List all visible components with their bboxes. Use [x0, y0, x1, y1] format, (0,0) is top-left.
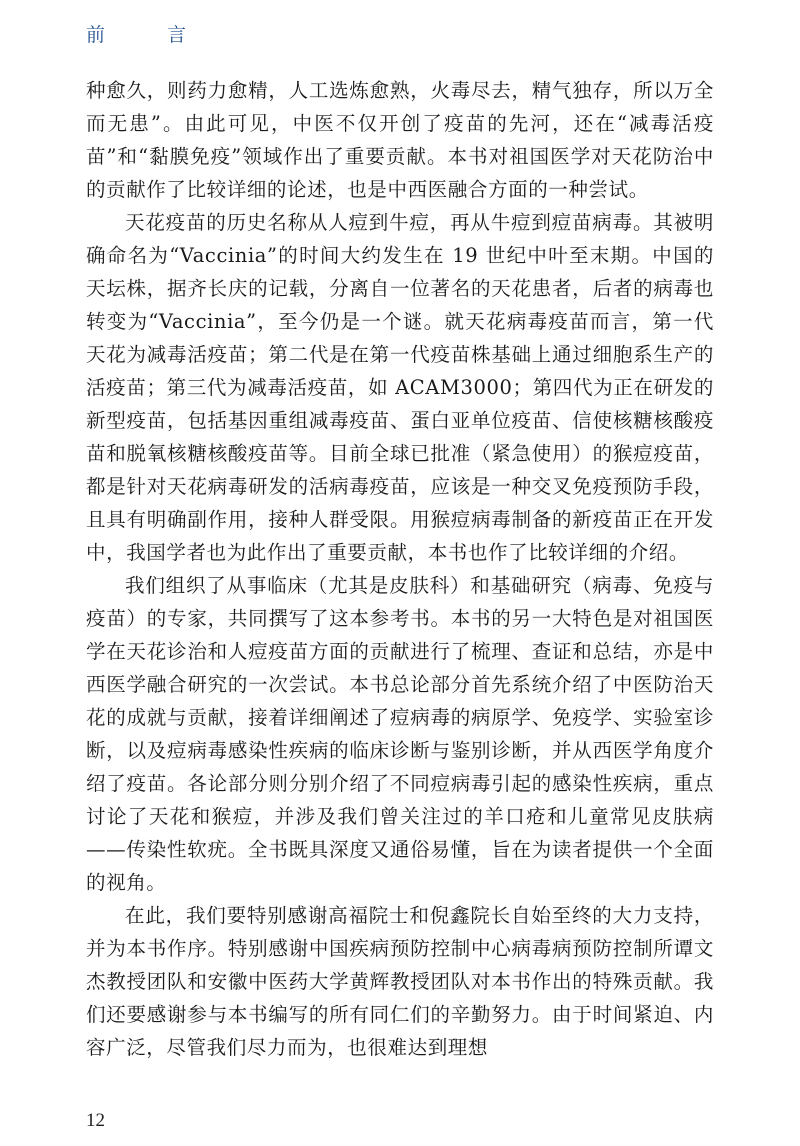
paragraph-continued: 种愈久，则药力愈精，人工选炼愈熟，火毒尽去，精气独存，所以万全而无患”。由此可见，中医不仅开创了疫苗的先河，还在“减毒活疫苗”和“黏膜免疫”领域作出了重要贡献。本书对祖国医学对天花防治中的贡献作了比较详细的论述，也是中西医融合方面的一种尝试。 [86, 79, 714, 201]
paragraph-acknowledgements: 在此，我们要特别感谢高福院士和倪鑫院长自始至终的大力支持，并为本书作序。特别感谢中国疾病预防控制中心病毒病预防控制所谭文杰教授团队和安徽中医药大学黄辉教授团队对本书作出的特殊贡献。我们还要感谢参与本书编写的所有同仁们的辛勤努力。由于时间紧迫、内容广泛，尽管我们尽力而为，也很难达到理想 [86, 904, 714, 1059]
paragraph-vaccine-history: 天花疫苗的历史名称从人痘到牛痘，再从牛痘到痘苗病毒。其被明确命名为“Vaccinia”的时间大约发生在 19 世纪中叶至末期。中国的天坛株，据齐长庆的记载，分离自一位著名的天花患者，后者的病毒也转变为“Vaccinia”，至今仍是一个谜。就天花病毒疫苗而言，第一代天花为减毒活疫苗；第二代是在第一代疫苗株基础上通过细胞系生产的活疫苗；第三代为减毒活疫苗，如 ACAM3000；第四代为正在研发的新型疫苗，包括基因重组减毒疫苗、蛋白亚单位疫苗、信使核糖核酸疫苗和脱氧核糖核酸疫苗等。目前全球已批准（紧急使用）的猴痘疫苗，都是针对天花病毒研发的活病毒疫苗，应该是一种交叉免疫预防手段，且具有明确副作用，接种人群受限。用猴痘病毒制备的新疫苗正在开发中，我国学者也为此作出了重要贡献，本书也作了比较详细的介绍。 [86, 211, 714, 564]
paragraph-book-organization: 我们组织了从事临床（尤其是皮肤科）和基础研究（病毒、免疫与疫苗）的专家，共同撰写了这本参考书。本书的另一大特色是对祖国医学在天花诊治和人痘疫苗方面的贡献进行了梳理、查证和总结，亦是中西医学融合研究的一次尝试。本书总论部分首先系统介绍了中医防治天花的成就与贡献，接着详细阐述了痘病毒的病原学、免疫学、实验室诊断，以及痘病毒感染性疾病的临床诊断与鉴别诊断，并从西医学角度介绍了疫苗。各论部分则分别介绍了不同痘病毒引起的感染性疾病，重点讨论了天花和猴痘，并涉及我们曾关注过的羊口疮和儿童常见皮肤病——传染性软疣。全书既具深度又通俗易懂，旨在为读者提供一个全面的视角。 [86, 574, 714, 894]
running-header: 前 言 [86, 24, 215, 46]
page-number: 12 [86, 1110, 105, 1131]
page-body [86, 74, 714, 1064]
